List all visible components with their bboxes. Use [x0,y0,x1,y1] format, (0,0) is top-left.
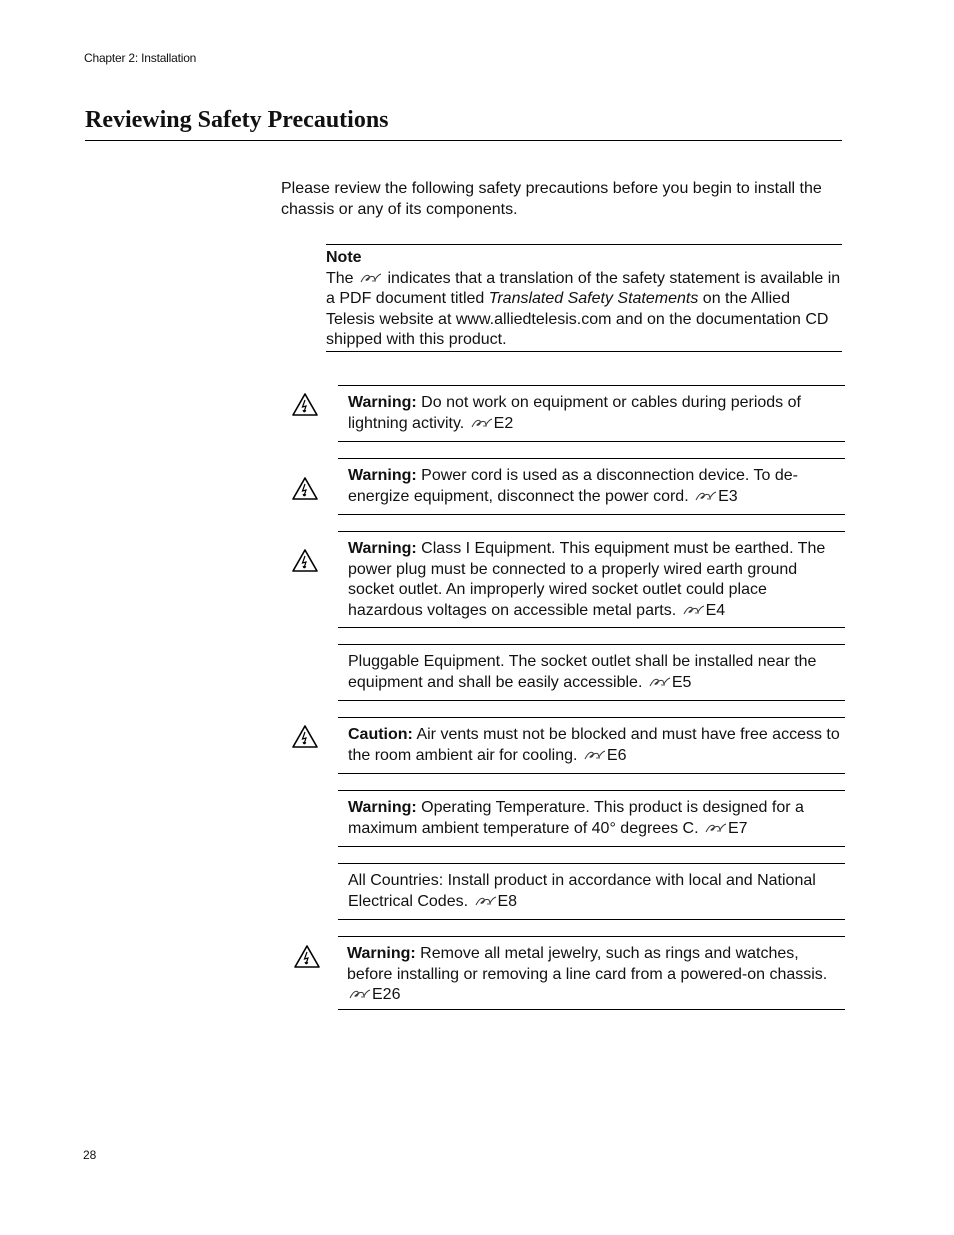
page-number: 28 [83,1148,97,1162]
writing-hand-icon [695,490,717,502]
note-box [326,244,842,352]
statement-e3: Warning: Power cord is used as a disconnection device. To de-energize equipment, disconnect the power cord. E3 [338,458,845,515]
writing-hand-icon [349,988,371,1000]
writing-hand-icon [475,895,497,907]
writing-hand-icon [471,417,493,429]
electrical-hazard-icon [291,392,319,417]
doc-title: Translated Safety Statements [488,290,699,307]
writing-hand-icon [584,749,606,761]
electrical-hazard-icon [293,944,321,969]
chapter-header: Chapter 2: Installation [84,51,197,65]
writing-hand-icon [683,604,705,616]
statement-e2: Warning: Do not work on equipment or cables during periods of lightning activity. E2 [338,385,845,442]
writing-hand-icon [705,822,727,834]
note-text: The indicates that a translation of the safety statement is available in a PDF document titled Translated Safety Statements on the Allied Telesis website at www.alliedtelesis.com and on the documentation CD shipped with this product. [326,269,841,348]
title-rule [85,140,842,141]
writing-hand-icon [360,272,382,284]
section-title: Reviewing Safety Precautions [85,107,389,133]
statement-e6: Caution: Air vents must not be blocked and must have free access to the room ambient air for cooling. E6 [338,717,845,774]
note-label: Note [326,249,362,266]
intro-paragraph: Please review the following safety precautions before you begin to install the chassis or any of its components. [281,180,822,218]
writing-hand-icon [649,676,671,688]
electrical-hazard-icon [291,548,319,573]
statement-e8: All Countries: Install product in accordance with local and National Electrical Codes. E8 [338,863,845,920]
electrical-hazard-icon [291,724,319,749]
electrical-hazard-icon [291,476,319,501]
statement-e4: Warning: Class I Equipment. This equipment must be earthed. The power plug must be connected to a properly wired earth ground socket outlet. An improperly wired socket outlet could place hazardous voltages on accessible metal parts. E4 [338,531,845,628]
statement-e26: Warning: Remove all metal jewelry, such as rings and watches, before installing or removing a line card from a powered-on chassis. E26 [338,936,845,1010]
statement-e5: Pluggable Equipment. The socket outlet shall be installed near the equipment and shall be easily accessible. E5 [338,644,845,701]
statement-e7: Warning: Operating Temperature. This product is designed for a maximum ambient temperature of 40° degrees C. E7 [338,790,845,847]
